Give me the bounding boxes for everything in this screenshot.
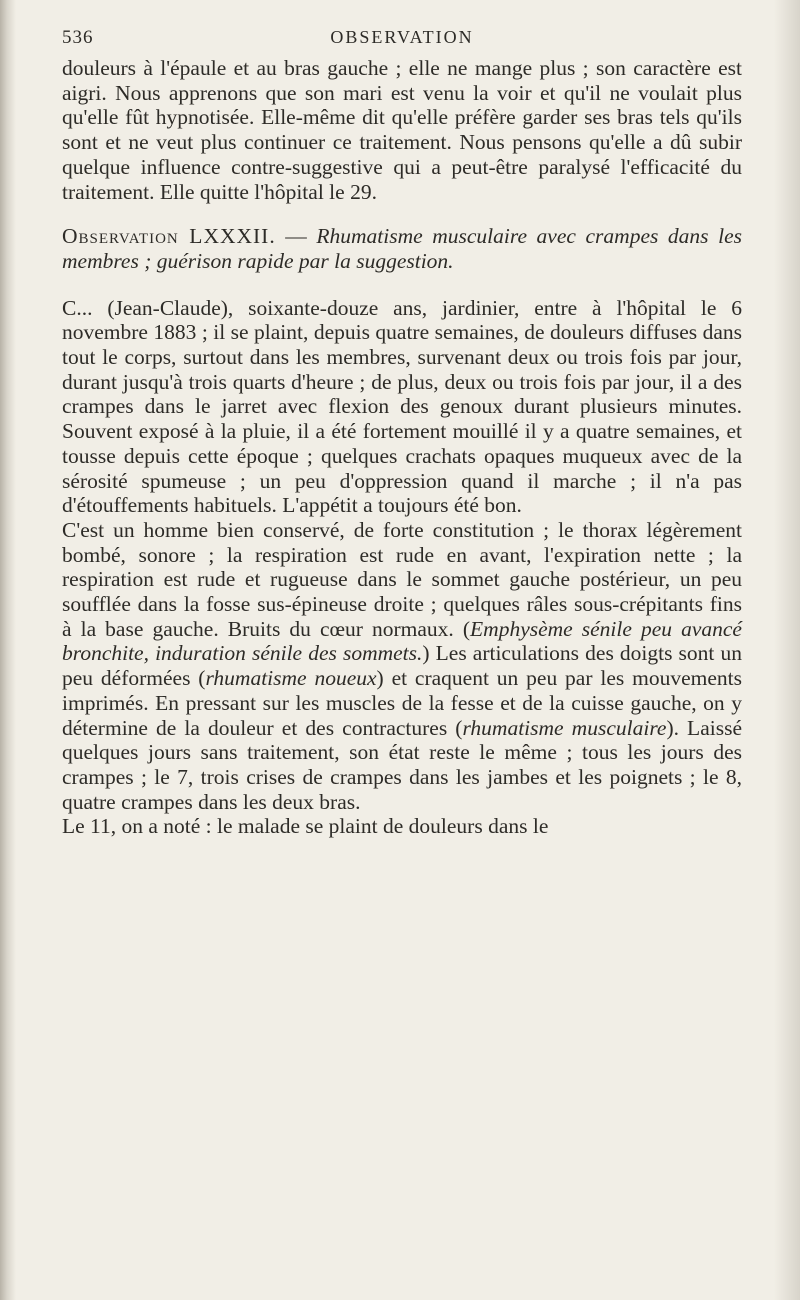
examination-text-middle: ) Les articulations des doigts sont un peu déformées ( [62, 641, 742, 691]
diagnosis-rheumatism-muscular: rhumatisme musculaire [462, 715, 667, 740]
observation-label: Observation LXXXII. [62, 224, 276, 249]
examination-text-end: ). Laissé quelques jours sans traitement, son état reste le même ; tous les jours des crampes ; le 7, trois crises de crampes dans les jambes et les poignets ; le 8, quatre crampes dans les deux bras. [62, 715, 742, 814]
progress-note-paragraph: Le 11, on a noté : le malade se plaint de douleurs dans le [62, 814, 549, 839]
page-header [62, 27, 746, 55]
observation-title: Rhumatisme musculaire avec crampes dans les membres ; guérison rapide par la suggestion. [62, 224, 743, 273]
paragraph-continuation: douleurs à l'épaule et au bras gauche ; elle ne mange plus ; son caractère est aigri. Nous apprenons que son mari est venu la voir et qu'il ne voulait plus qu'elle fût hypnotisée. Elle-même dit qu'elle préfère garder ses bras tels qu'ils sont et ne veut plus continuer ce traitement. Nous pensons qu'elle a dû subir quelque influence contre-suggestive qui a peut-être paralysé l'efficacité du traitement. Elle quitte l'hôpital le 29. [62, 56, 742, 204]
examination-text-middle-two: ) et craquent un peu par les mouvements imprimés. En pressant sur les muscles de la fesse et de la cuisse gauche, on y détermine de la douleur et des contractures ( [62, 666, 742, 740]
page-text [62, 56, 742, 839]
examination-text-start: C'est un homme bien conservé, de forte constitution ; le thorax légèrement bombé, sonore ; la respiration est rude en avant, l'expiration nette ; la respiration est rude et rugueuse dans le sommet gauche postérieur, un peu soufflée dans la fosse sus-épineuse droite ; quelques râles sous-crépitants fins à la base gauche. Bruits du cœur normaux. ( [62, 517, 742, 641]
page-gutter-shadow [0, 0, 16, 1300]
diagnosis-rheumatism-nodular: rhumatisme noueux [205, 666, 377, 691]
examination-paragraph [62, 518, 742, 814]
running-head: OBSERVATION [330, 27, 474, 47]
observation-dash: — [275, 224, 317, 249]
observation-heading [62, 224, 742, 273]
case-history-paragraph: C... (Jean-Claude), soixante-douze ans, jardinier, entre à l'hôpital le 6 novembre 1883 ; il se plaint, depuis quatre semaines, de douleurs diffuses dans tout le corps, surtout dans les membres, survenant deux ou trois fois par jour, durant jusqu'à trois quarts d'heure ; de plus, deux ou trois fois par jour, il a des crampes dans le jarret avec flexion des genoux durant plusieurs minutes. Souvent exposé à la pluie, il a été fortement mouillé il y a quatre semaines, et tousse depuis cette époque ; quelques crachats opaques muqueux avec de la sérosité spumeuse ; un peu d'oppression quand il marche ; il n'a pas d'étouffements habituels. L'appétit a toujours été bon. [62, 295, 742, 518]
page-number: 536 [62, 27, 94, 48]
diagnosis-emphysema: Emphysème sénile peu avancé bronchite, induration sénile des sommets. [62, 616, 742, 666]
page-edge-shadow [774, 0, 800, 1300]
